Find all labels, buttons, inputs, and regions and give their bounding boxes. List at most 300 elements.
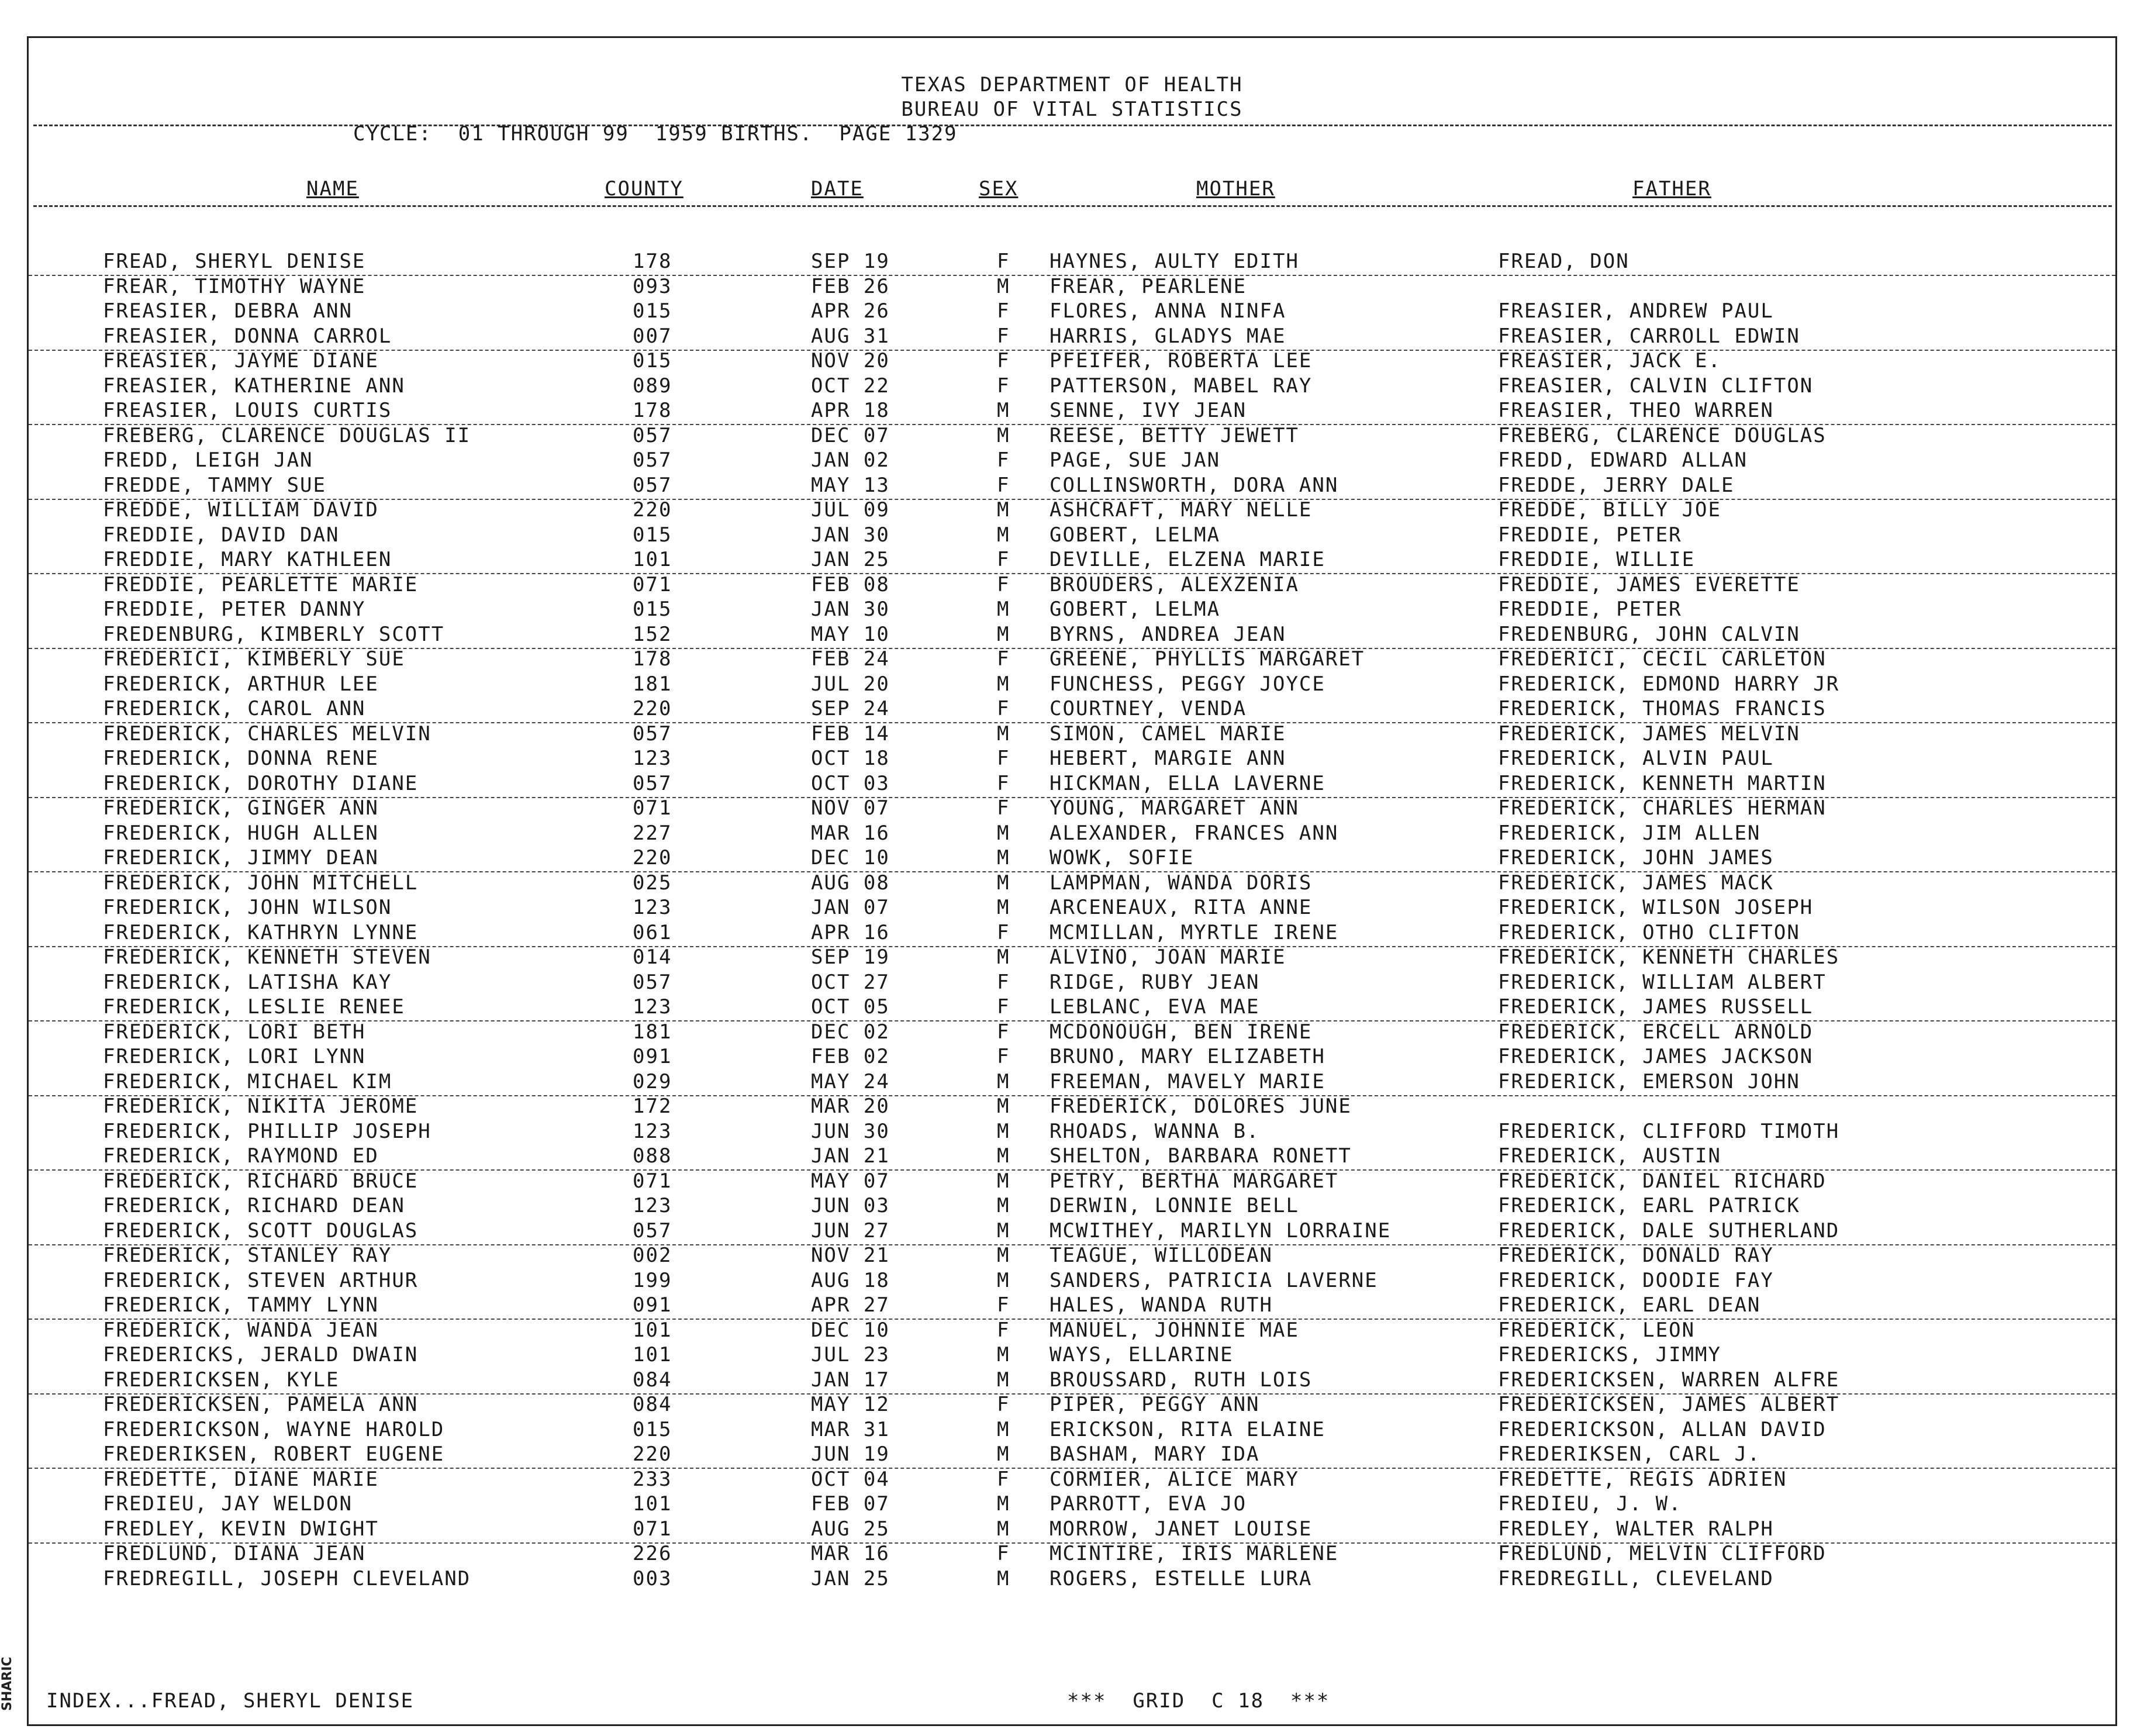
record-mother: HEBERT, MARGIE ANN	[1049, 747, 1286, 770]
record-name: FREDERICK, PHILLIP JOSEPH	[103, 1119, 431, 1143]
record-name: FREDERICK, ARTHUR LEE	[103, 672, 379, 696]
record-sex: M	[997, 1194, 1010, 1217]
record-county: 071	[633, 1169, 672, 1193]
record-father: FREDERICK, JAMES MELVIN	[1498, 722, 1800, 746]
record-father: FREDERICK, ERCELL ARNOLD	[1498, 1020, 1814, 1044]
record-sex: F	[997, 1542, 1010, 1565]
table-row	[29, 250, 2115, 276]
table-row	[29, 598, 2115, 623]
record-mother: ASHCRAFT, MARY NELLE	[1049, 498, 1313, 522]
record-father: FREDERICKSEN, WARREN ALFRE	[1498, 1368, 1840, 1392]
record-county: 181	[633, 1020, 672, 1044]
record-date: AUG 18	[811, 1268, 890, 1292]
record-date: JUN 27	[811, 1219, 890, 1243]
record-father: FREDERIKSEN, CARL J.	[1498, 1442, 1761, 1466]
record-mother: ROGERS, ESTELLE LURA	[1049, 1566, 1313, 1590]
record-date: JUN 03	[811, 1194, 890, 1217]
record-county: 002	[633, 1244, 672, 1267]
record-mother: SIMON, CAMEL MARIE	[1049, 722, 1286, 746]
record-father: FREDERICKSON, ALLAN DAVID	[1498, 1417, 1827, 1441]
column-header-sex: SEX	[979, 177, 1019, 201]
record-date: JAN 25	[811, 1566, 890, 1590]
table-row	[29, 474, 2115, 500]
record-date: JAN 21	[811, 1144, 890, 1168]
record-mother: SENNE, IVY JEAN	[1049, 399, 1247, 422]
record-county: 220	[633, 1442, 672, 1466]
record-father: FREDERICK, KENNETH MARTIN	[1498, 771, 1827, 795]
record-father: FREDERICK, DOODIE FAY	[1498, 1268, 1774, 1292]
record-father: FREDERICK, DANIEL RICHARD	[1498, 1169, 1827, 1193]
table-row	[29, 1120, 2115, 1145]
record-county: 015	[633, 1417, 672, 1441]
record-county: 178	[633, 250, 672, 273]
record-county: 057	[633, 423, 672, 447]
record-father: FREDERICK, JOHN JAMES	[1498, 846, 1774, 869]
record-date: JAN 30	[811, 598, 890, 621]
record-mother: BRUNO, MARY ELIZABETH	[1049, 1045, 1325, 1068]
record-father: FREASIER, CALVIN CLIFTON	[1498, 374, 1814, 398]
record-name: FREDDIE, PETER DANNY	[103, 598, 366, 621]
record-name: FREDERICI, KIMBERLY SUE	[103, 647, 405, 671]
record-mother: FUNCHESS, PEGGY JOYCE	[1049, 672, 1325, 696]
record-mother: RIDGE, RUBY JEAN	[1049, 970, 1260, 994]
record-sex: F	[997, 1045, 1010, 1068]
record-date: MAR 20	[811, 1095, 890, 1118]
record-county: 071	[633, 1517, 672, 1541]
record-name: FREDDE, TAMMY SUE	[103, 473, 326, 497]
header-rule-top	[33, 125, 2112, 126]
record-sex: M	[997, 1219, 1010, 1243]
record-county: 088	[633, 1144, 672, 1168]
record-date: FEB 07	[811, 1492, 890, 1516]
record-mother: PETRY, BERTHA MARGARET	[1049, 1169, 1339, 1193]
record-date: DEC 10	[811, 846, 890, 869]
table-row	[29, 697, 2115, 723]
record-county: 007	[633, 324, 672, 348]
record-mother: ERICKSON, RITA ELAINE	[1049, 1417, 1325, 1441]
record-sex: F	[997, 1393, 1010, 1416]
record-father: FREASIER, THEO WARREN	[1498, 399, 1774, 422]
record-name: FREDERICK, LORI BETH	[103, 1020, 366, 1044]
table-row	[29, 971, 2115, 996]
table-row	[29, 349, 2115, 374]
record-mother: YOUNG, MARGARET ANN	[1049, 796, 1299, 820]
record-county: 101	[633, 1343, 672, 1366]
record-date: OCT 27	[811, 970, 890, 994]
record-county: 091	[633, 1045, 672, 1068]
record-father: FREDIEU, J. W.	[1498, 1492, 1682, 1516]
record-father: FREDLUND, MELVIN CLIFFORD	[1498, 1542, 1827, 1565]
record-mother: LEBLANC, EVA MAE	[1049, 995, 1260, 1019]
record-date: APR 27	[811, 1293, 890, 1317]
record-date: OCT 05	[811, 995, 890, 1019]
record-name: FREASIER, DEBRA ANN	[103, 299, 353, 323]
record-father: FREDDIE, PETER	[1498, 598, 1682, 621]
record-sex: F	[997, 796, 1010, 820]
table-row	[29, 772, 2115, 798]
record-county: 227	[633, 821, 672, 845]
record-mother: FREEMAN, MAVELY MARIE	[1049, 1069, 1325, 1093]
record-sex: F	[997, 1467, 1010, 1491]
table-row	[29, 1343, 2115, 1368]
record-mother: TEAGUE, WILLODEAN	[1049, 1244, 1273, 1267]
record-name: FREASIER, KATHERINE ANN	[103, 374, 405, 398]
record-county: 152	[633, 622, 672, 646]
table-row	[29, 1293, 2115, 1320]
record-father: FREDERICK, ALVIN PAUL	[1498, 747, 1774, 770]
record-date: JUN 19	[811, 1442, 890, 1466]
record-name: FREBERG, CLARENCE DOUGLAS II	[103, 423, 471, 447]
record-date: MAY 13	[811, 473, 890, 497]
record-date: AUG 08	[811, 871, 890, 895]
record-name: FREDERICK, JOHN WILSON	[103, 896, 392, 919]
record-mother: PATTERSON, MABEL RAY	[1049, 374, 1313, 398]
record-father: FREDERICK, EARL PATRICK	[1498, 1194, 1800, 1217]
record-mother: FREAR, PEARLENE	[1049, 274, 1247, 298]
record-date: NOV 20	[811, 349, 890, 372]
record-county: 101	[633, 1318, 672, 1342]
record-date: JAN 07	[811, 896, 890, 919]
record-mother: ARCENEAUX, RITA ANNE	[1049, 896, 1313, 919]
record-sex: M	[997, 423, 1010, 447]
record-father: FREDD, EDWARD ALLAN	[1498, 448, 1748, 472]
record-mother: CORMIER, ALICE MARY	[1049, 1467, 1299, 1491]
record-name: FREDERICK, RICHARD DEAN	[103, 1194, 405, 1217]
table-row	[29, 1070, 2115, 1096]
record-name: FREDERICK, RICHARD BRUCE	[103, 1169, 419, 1193]
table-row	[29, 1442, 2115, 1469]
record-date: FEB 26	[811, 274, 890, 298]
record-county: 029	[633, 1069, 672, 1093]
record-mother: MANUEL, JOHNNIE MAE	[1049, 1318, 1299, 1342]
record-name: FREDERICK, DOROTHY DIANE	[103, 771, 419, 795]
table-row	[29, 1418, 2115, 1443]
record-father: FREDERICK, THOMAS FRANCIS	[1498, 697, 1827, 720]
record-mother: WOWK, SOFIE	[1049, 846, 1194, 869]
table-row	[29, 1244, 2115, 1269]
record-name: FREDERICKSEN, PAMELA ANN	[103, 1393, 419, 1416]
record-date: FEB 08	[811, 572, 890, 596]
table-row	[29, 1368, 2115, 1395]
record-father: FREDERICK, JAMES RUSSELL	[1498, 995, 1814, 1019]
table-row	[29, 275, 2115, 300]
record-county: 014	[633, 945, 672, 969]
record-county: 220	[633, 697, 672, 720]
record-sex: M	[997, 274, 1010, 298]
record-mother: PFEIFER, ROBERTA LEE	[1049, 349, 1313, 372]
record-date: MAR 16	[811, 1542, 890, 1565]
record-county: 093	[633, 274, 672, 298]
record-sex: M	[997, 1169, 1010, 1193]
record-county: 003	[633, 1566, 672, 1590]
record-sex: F	[997, 1293, 1010, 1317]
record-father: FREDDE, BILLY JOE	[1498, 498, 1721, 522]
record-father: FREASIER, ANDREW PAUL	[1498, 299, 1774, 323]
record-name: FREDLEY, KEVIN DWIGHT	[103, 1517, 379, 1541]
record-sex: M	[997, 1343, 1010, 1366]
record-sex: F	[997, 747, 1010, 770]
record-county: 057	[633, 722, 672, 746]
record-father: FREDDIE, PETER	[1498, 523, 1682, 547]
record-sex: F	[997, 548, 1010, 571]
record-county: 220	[633, 498, 672, 522]
record-name: FREDREGILL, JOSEPH CLEVELAND	[103, 1566, 471, 1590]
record-county: 057	[633, 1219, 672, 1243]
record-sex: M	[997, 1492, 1010, 1516]
record-sex: M	[997, 1095, 1010, 1118]
record-date: APR 26	[811, 299, 890, 323]
record-mother: MCINTIRE, IRIS MARLENE	[1049, 1542, 1339, 1565]
record-father: FREDDIE, JAMES EVERETTE	[1498, 572, 1800, 596]
table-row	[29, 623, 2115, 649]
record-father: FREDERICK, JAMES MACK	[1498, 871, 1774, 895]
record-name: FREDERICK, LESLIE RENEE	[103, 995, 405, 1019]
record-name: FREDERICK, STEVEN ARTHUR	[103, 1268, 419, 1292]
record-name: FREDERICK, KATHRYN LYNNE	[103, 920, 419, 944]
record-sex: M	[997, 498, 1010, 522]
column-header-mother: MOTHER	[1196, 177, 1275, 201]
table-row	[29, 1492, 2115, 1517]
record-sex: M	[997, 896, 1010, 919]
record-sex: M	[997, 1442, 1010, 1466]
record-date: JAN 25	[811, 548, 890, 571]
header-line-2: BUREAU OF VITAL STATISTICS	[901, 98, 1243, 121]
record-name: FREDERICKS, JERALD DWAIN	[103, 1343, 419, 1366]
record-mother: MCMILLAN, MYRTLE IRENE	[1049, 920, 1339, 944]
record-father: FREDLEY, WALTER RALPH	[1498, 1517, 1774, 1541]
table-row	[29, 399, 2115, 425]
record-county: 172	[633, 1095, 672, 1118]
record-sex: M	[997, 1144, 1010, 1168]
record-father: FREDERICK, JAMES JACKSON	[1498, 1045, 1814, 1068]
record-county: 233	[633, 1467, 672, 1491]
record-sex: F	[997, 1020, 1010, 1044]
record-county: 071	[633, 796, 672, 820]
record-sex: F	[997, 250, 1010, 273]
record-mother: PIPER, PEGGY ANN	[1049, 1393, 1260, 1416]
record-county: 071	[633, 572, 672, 596]
record-date: APR 18	[811, 399, 890, 422]
record-county: 123	[633, 1194, 672, 1217]
record-date: DEC 02	[811, 1020, 890, 1044]
record-date: AUG 31	[811, 324, 890, 348]
record-county: 123	[633, 1119, 672, 1143]
record-father: FREDERICK, CLIFFORD TIMOTH	[1498, 1119, 1840, 1143]
record-county: 178	[633, 647, 672, 671]
record-name: FREDERICK, MICHAEL KIM	[103, 1069, 392, 1093]
record-date: MAY 12	[811, 1393, 890, 1416]
record-date: FEB 14	[811, 722, 890, 746]
record-sex: M	[997, 871, 1010, 895]
record-sex: F	[997, 920, 1010, 944]
record-father: FREDERICK, WILLIAM ALBERT	[1498, 970, 1827, 994]
table-row	[29, 1095, 2115, 1120]
record-county: 015	[633, 523, 672, 547]
record-name: FREDD, LEIGH JAN	[103, 448, 313, 472]
record-county: 057	[633, 448, 672, 472]
column-header-county: COUNTY	[605, 177, 683, 201]
record-mother: DEVILLE, ELZENA MARIE	[1049, 548, 1325, 571]
table-row	[29, 325, 2115, 351]
record-mother: MCWITHEY, MARILYN LORRAINE	[1049, 1219, 1392, 1243]
record-mother: COLLINSWORTH, DORA ANN	[1049, 473, 1339, 497]
table-row	[29, 1393, 2115, 1418]
record-county: 084	[633, 1393, 672, 1416]
record-county: 199	[633, 1268, 672, 1292]
record-date: DEC 10	[811, 1318, 890, 1342]
table-row	[29, 747, 2115, 772]
table-row	[29, 896, 2115, 921]
record-mother: PAGE, SUE JAN	[1049, 448, 1221, 472]
record-sex: M	[997, 622, 1010, 646]
record-date: DEC 07	[811, 423, 890, 447]
record-name: FREDERICKSON, WAYNE HAROLD	[103, 1417, 445, 1441]
record-name: FREDERICK, LATISHA KAY	[103, 970, 392, 994]
table-row	[29, 871, 2115, 896]
table-row	[29, 1020, 2115, 1045]
table-row	[29, 1468, 2115, 1493]
record-mother: HAYNES, AULTY EDITH	[1049, 250, 1299, 273]
record-name: FREDERICK, DONNA RENE	[103, 747, 379, 770]
record-mother: SANDERS, PATRICIA LAVERNE	[1049, 1268, 1378, 1292]
record-date: FEB 24	[811, 647, 890, 671]
table-row	[29, 1542, 2115, 1567]
record-name: FREDERICK, GINGER ANN	[103, 796, 379, 820]
record-mother: WAYS, ELLARINE	[1049, 1343, 1234, 1366]
record-sex: M	[997, 1119, 1010, 1143]
record-father: FREDERICK, DONALD RAY	[1498, 1244, 1774, 1267]
record-name: FREDDIE, MARY KATHLEEN	[103, 548, 392, 571]
record-date: SEP 19	[811, 945, 890, 969]
record-sex: F	[997, 473, 1010, 497]
record-mother: PARROTT, EVA JO	[1049, 1492, 1247, 1516]
record-date: FEB 02	[811, 1045, 890, 1068]
record-sex: M	[997, 722, 1010, 746]
table-row	[29, 1269, 2115, 1294]
record-mother: BROUSSARD, RUTH LOIS	[1049, 1368, 1313, 1392]
record-sex: M	[997, 1368, 1010, 1392]
record-county: 091	[633, 1293, 672, 1317]
record-father: FREDETTE, REGIS ADRIEN	[1498, 1467, 1787, 1491]
record-name: FREDERICK, RAYMOND ED	[103, 1144, 379, 1168]
record-date: MAY 10	[811, 622, 890, 646]
table-row	[29, 1194, 2115, 1219]
table-row	[29, 573, 2115, 598]
record-mother: GOBERT, LELMA	[1049, 598, 1221, 621]
record-name: FREDETTE, DIANE MARIE	[103, 1467, 379, 1491]
record-sex: F	[997, 374, 1010, 398]
column-header-name: NAME	[306, 177, 359, 201]
record-name: FREDERICK, HUGH ALLEN	[103, 821, 379, 845]
table-row	[29, 299, 2115, 325]
record-county: 015	[633, 349, 672, 372]
table-row	[29, 796, 2115, 822]
record-father: FREDERICK, CHARLES HERMAN	[1498, 796, 1827, 820]
record-sex: M	[997, 846, 1010, 869]
record-mother: HALES, WANDA RUTH	[1049, 1293, 1273, 1317]
side-tag: SHARIC	[0, 1656, 15, 1711]
record-county: 084	[633, 1368, 672, 1392]
record-county: 178	[633, 399, 672, 422]
record-sex: F	[997, 697, 1010, 720]
record-father: FREAD, DON	[1498, 250, 1629, 273]
record-father: FREDREGILL, CLEVELAND	[1498, 1566, 1774, 1590]
record-date: JUL 23	[811, 1343, 890, 1366]
record-sex: F	[997, 324, 1010, 348]
record-date: MAY 24	[811, 1069, 890, 1093]
record-mother: HARRIS, GLADYS MAE	[1049, 324, 1286, 348]
record-county: 226	[633, 1542, 672, 1565]
record-mother: HICKMAN, ELLA LAVERNE	[1049, 771, 1325, 795]
record-county: 015	[633, 598, 672, 621]
record-mother: REESE, BETTY JEWETT	[1049, 423, 1299, 447]
record-date: JUL 09	[811, 498, 890, 522]
record-mother: DERWIN, LONNIE BELL	[1049, 1194, 1299, 1217]
record-father: FREDERICK, LEON	[1498, 1318, 1696, 1342]
record-sex: M	[997, 672, 1010, 696]
table-row	[29, 424, 2115, 449]
record-father: FREDERICK, AUSTIN	[1498, 1144, 1721, 1168]
record-father: FREDERICK, JIM ALLEN	[1498, 821, 1761, 845]
record-date: JAN 02	[811, 448, 890, 472]
record-father: FREASIER, CARROLL EDWIN	[1498, 324, 1800, 348]
record-name: FREDERICK, WANDA JEAN	[103, 1318, 379, 1342]
record-father: FREDERICK, EDMOND HARRY JR	[1498, 672, 1840, 696]
record-father: FREDENBURG, JOHN CALVIN	[1498, 622, 1800, 646]
record-name: FREDDIE, PEARLETTE MARIE	[103, 572, 419, 596]
record-sex: M	[997, 945, 1010, 969]
record-date: JAN 30	[811, 523, 890, 547]
table-row	[29, 1517, 2115, 1544]
record-sex: F	[997, 349, 1010, 372]
record-name: FREDENBURG, KIMBERLY SCOTT	[103, 622, 445, 646]
record-father: FREDERICKSEN, JAMES ALBERT	[1498, 1393, 1840, 1416]
table-row	[29, 647, 2115, 672]
record-name: FREAR, TIMOTHY WAYNE	[103, 274, 366, 298]
record-sex: F	[997, 448, 1010, 472]
record-county: 123	[633, 995, 672, 1019]
record-county: 015	[633, 299, 672, 323]
table-row	[29, 498, 2115, 523]
record-father: FREDERICK, DALE SUTHERLAND	[1498, 1219, 1840, 1243]
table-row	[29, 548, 2115, 574]
record-county: 057	[633, 771, 672, 795]
record-name: FREDERICK, KENNETH STEVEN	[103, 945, 431, 969]
record-sex: M	[997, 821, 1010, 845]
record-county: 057	[633, 473, 672, 497]
record-mother: MORROW, JANET LOUISE	[1049, 1517, 1313, 1541]
record-date: NOV 21	[811, 1244, 890, 1267]
record-mother: GREENE, PHYLLIS MARGARET	[1049, 647, 1365, 671]
record-county: 220	[633, 846, 672, 869]
header-rule-bottom	[33, 205, 2112, 207]
record-name: FREASIER, JAYME DIANE	[103, 349, 379, 372]
record-date: OCT 04	[811, 1467, 890, 1491]
record-father: FREASIER, JACK E.	[1498, 349, 1721, 372]
record-sex: F	[997, 1318, 1010, 1342]
record-mother: MCDONOUGH, BEN IRENE	[1049, 1020, 1313, 1044]
record-sex: M	[997, 1069, 1010, 1093]
record-date: JUL 20	[811, 672, 890, 696]
record-sex: M	[997, 399, 1010, 422]
record-date: JUN 30	[811, 1119, 890, 1143]
record-sex: F	[997, 771, 1010, 795]
record-sex: M	[997, 1268, 1010, 1292]
record-name: FREASIER, DONNA CARROL	[103, 324, 392, 348]
record-county: 025	[633, 871, 672, 895]
record-sex: F	[997, 970, 1010, 994]
record-date: MAR 31	[811, 1417, 890, 1441]
